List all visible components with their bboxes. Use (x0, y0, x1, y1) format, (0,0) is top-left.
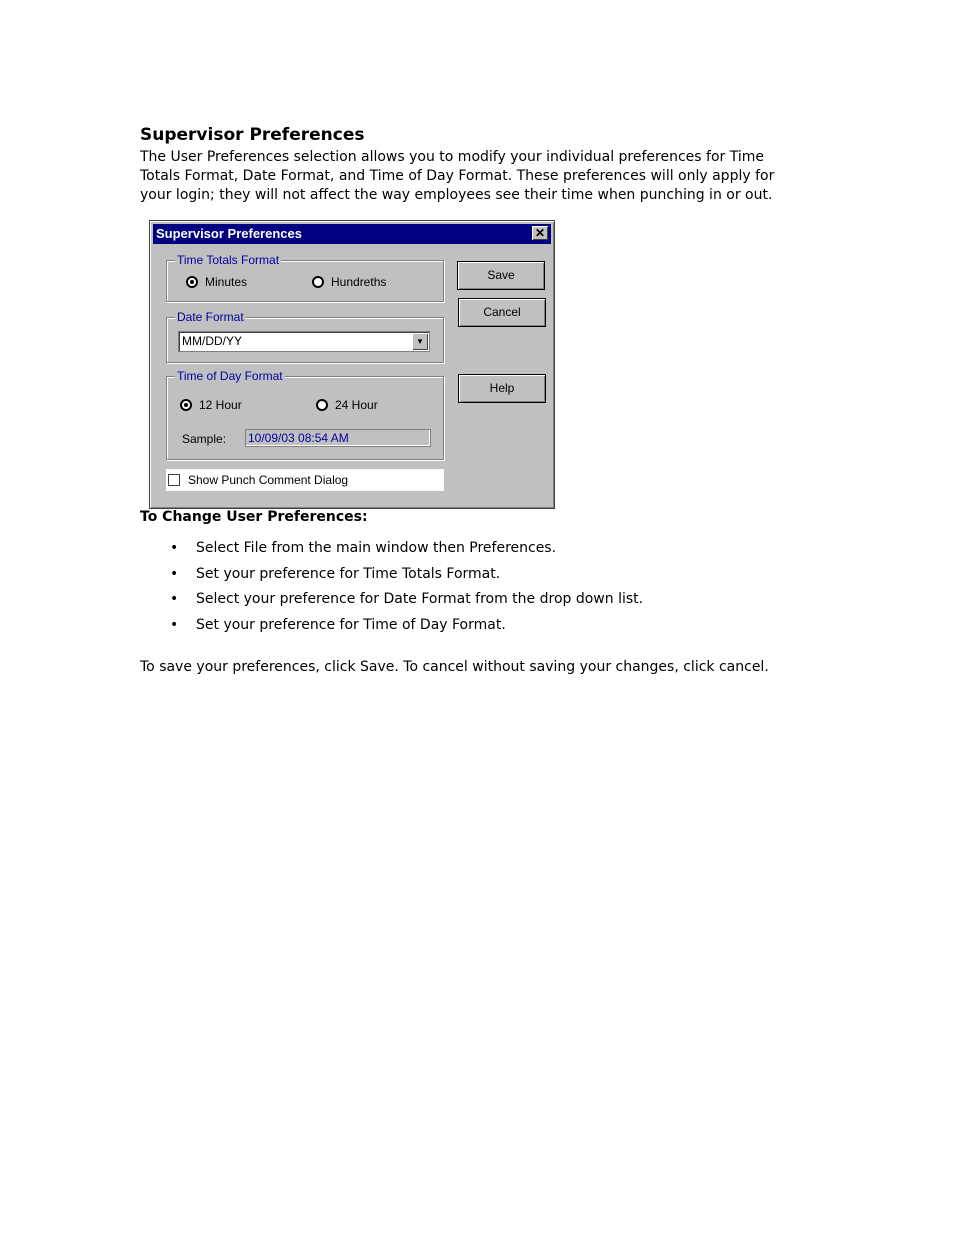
radio-hundreths[interactable] (312, 275, 386, 289)
close-icon[interactable]: ✕ (532, 226, 548, 240)
list-item (170, 590, 810, 616)
show-punch-comment-label: Show Punch Comment Dialog (188, 473, 349, 487)
time-of-day-group (166, 369, 444, 460)
radio-unselected-icon (316, 399, 328, 411)
sample-label: Sample: (182, 432, 227, 446)
radio-selected-icon (180, 399, 192, 411)
step-text: Set your preference for Time Totals Format. (196, 565, 501, 582)
step-text: Select File from the main window then Preferences. (196, 540, 557, 556)
page-title: Supervisor Preferences (140, 125, 365, 145)
chevron-down-icon[interactable]: ▼ (412, 333, 428, 350)
list-item (170, 616, 810, 642)
step-text: Select your preference for Date Format from the drop down list. (196, 591, 644, 607)
dialog-title: Supervisor Preferences (156, 226, 302, 241)
radio-12-hour[interactable] (180, 398, 242, 412)
radio-24-hour-label: 24 Hour (335, 398, 378, 412)
dialog-titlebar (153, 224, 551, 244)
step-text: Set your preference for Time of Day Format. (196, 616, 506, 633)
radio-12-hour-label: 12 Hour (199, 398, 242, 412)
time-totals-legend: Time Totals Format (177, 253, 280, 267)
date-format-group (166, 310, 444, 363)
intro-paragraph: The User Preferences selection allows you to modify your individual preferences for Time Totals Format, Date Format, and Time of Day Format. These preferences will only apply for your login; they will not affect the way employees see their time when punching in or out. (140, 149, 775, 203)
time-of-day-legend: Time of Day Format (177, 369, 283, 383)
help-button[interactable]: Help (458, 374, 546, 403)
closing-paragraph: To save your preferences, click Save. To cancel without saving your changes, click cancel. (140, 659, 769, 675)
show-punch-comment-checkbox[interactable] (166, 469, 444, 491)
sample-field: 10/09/03 08:54 AM (245, 429, 431, 447)
time-totals-group (166, 253, 444, 302)
bullet: • (170, 540, 179, 556)
steps-list (170, 539, 810, 641)
supervisor-preferences-dialog (149, 220, 555, 509)
date-format-value: MM/DD/YY (182, 334, 242, 348)
checkbox-unchecked-icon (168, 474, 180, 486)
date-format-legend: Date Format (177, 310, 244, 324)
bullet: • (170, 591, 179, 607)
list-item (170, 565, 810, 591)
radio-minutes[interactable] (186, 275, 247, 289)
save-button[interactable]: Save (457, 261, 545, 290)
radio-24-hour[interactable] (316, 398, 378, 412)
list-item (170, 539, 810, 565)
radio-selected-icon (186, 276, 198, 288)
steps-heading: To Change User Preferences: (140, 509, 368, 525)
cancel-button[interactable]: Cancel (458, 298, 546, 327)
bullet: • (170, 616, 179, 633)
radio-hundreths-label: Hundreths (331, 275, 387, 289)
bullet: • (170, 565, 179, 582)
radio-unselected-icon (312, 276, 324, 288)
radio-minutes-label: Minutes (205, 275, 248, 289)
document-body (140, 124, 820, 205)
date-format-select[interactable] (178, 331, 430, 352)
